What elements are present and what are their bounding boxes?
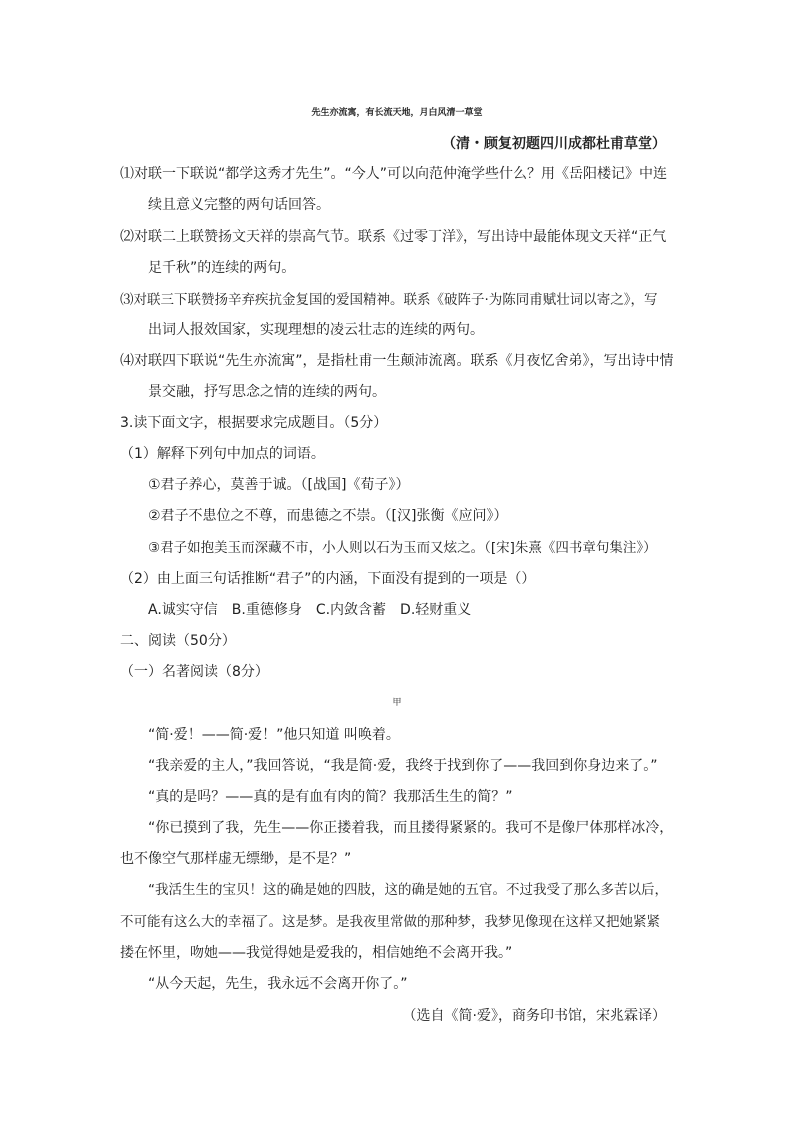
section-3-sub-1: （1）解释下列句中加点的词语。 — [120, 446, 325, 462]
question-2-line-1: ⑵对联二上联赞扬文天祥的崇高气节。联系《过零丁洋》，写出诗中最能体现文天祥“正气 — [120, 229, 667, 245]
question-4-line-1: ⑷对联四下联说“先生亦流寓”，是指杜甫一生颠沛流离。联系《月夜忆舍弟》，写出诗中情 — [120, 353, 674, 369]
section-3-item-2: ②君子不患位之不尊，而患德之不崇。（[汉]张衡《应问》） — [148, 508, 508, 524]
section-3-item-1: ①君子养心，莫善于诚。（[战国]《荀子》） — [148, 477, 410, 493]
question-1-line-1: ⑴对联一下联说“都学这秀才先生”。“今人”可以向范仲淹学些什么？用《岳阳楼记》中连 — [120, 166, 668, 182]
section-3-heading: 3.读下面文字，根据要求完成题目。（5分） — [120, 415, 388, 431]
question-3-line-2: 出词人报效国家，实现理想的凌云壮志的连续的两句。 — [148, 322, 484, 338]
passage-paragraph-3: “真的是吗？——真的是有血有肉的简？我那活生生的简？” — [148, 789, 513, 805]
couplet-attribution: （清・顾复初题四川成都杜甫草堂） — [442, 136, 666, 152]
section-3-item-3: ③君子如抱美玉而深藏不市，小人则以石为玉而又炫之。（[宋]朱熹《四书章句集注》） — [148, 540, 657, 556]
passage-paragraph-5-line-3: 搂在怀里，吻她——我觉得她是爱我的，相信她绝不会离开我。” — [120, 945, 513, 961]
question-2-line-2: 足千秋”的连续的两句。 — [148, 260, 296, 276]
passage-paragraph-4-line-1: “你已摸到了我，先生——你正搂着我，而且搂得紧紧的。我可不是像尸体那样冰冷， — [148, 820, 674, 836]
passage-source: （选自《简·爱》，商务印书馆，宋兆霖译） — [402, 1008, 666, 1024]
question-4-line-2: 景交融，抒写思念之情的连续的两句。 — [148, 384, 386, 400]
passage-paragraph-2: “我亲爱的主人，”我回答说，“我是简·爱，我终于找到你了——我回到你身边来了。” — [148, 758, 658, 774]
passage-paragraph-5-line-1: “我活生生的宝贝！这的确是她的四肢，这的确是她的五官。不过我受了那么多苦以后， — [148, 882, 668, 898]
couplet-text: 先生亦流寓，有长流天地，月白风清一草堂 — [311, 108, 483, 118]
section-3-sub-2: （2）由上面三句话推断“君子”的内涵，下面没有提到的一项是（） — [120, 571, 536, 587]
question-3-line-1: ⑶对联三下联赞扬辛弃疾抗金复国的爱国精神。联系《破阵子·为陈同甫赋壮词以寄之》，写 — [120, 292, 658, 308]
reading-subheading: （一）名著阅读（8分） — [120, 664, 269, 680]
question-1-line-2: 续且意义完整的两句话回答。 — [148, 197, 330, 213]
section-3-options: A.诚实守信 B.重德修身 C.内敛含蓄 D.轻财重义 — [148, 602, 472, 618]
passage-label: 甲 — [392, 698, 402, 708]
passage-paragraph-6: “从今天起，先生，我永远不会离开你了。” — [148, 976, 408, 992]
reading-heading: 二、阅读（50分） — [120, 633, 236, 649]
passage-paragraph-4-line-2: 也不像空气那样虚无缥缈，是不是？” — [120, 851, 352, 867]
passage-paragraph-1: “简·爱！——简·爱！”他只知道 叫唤着。 — [148, 727, 400, 743]
passage-paragraph-5-line-2: 不可能有这么大的幸福了。这是梦。是我夜里常做的那种梦，我梦见像现在这样又把她紧紧 — [120, 914, 660, 930]
